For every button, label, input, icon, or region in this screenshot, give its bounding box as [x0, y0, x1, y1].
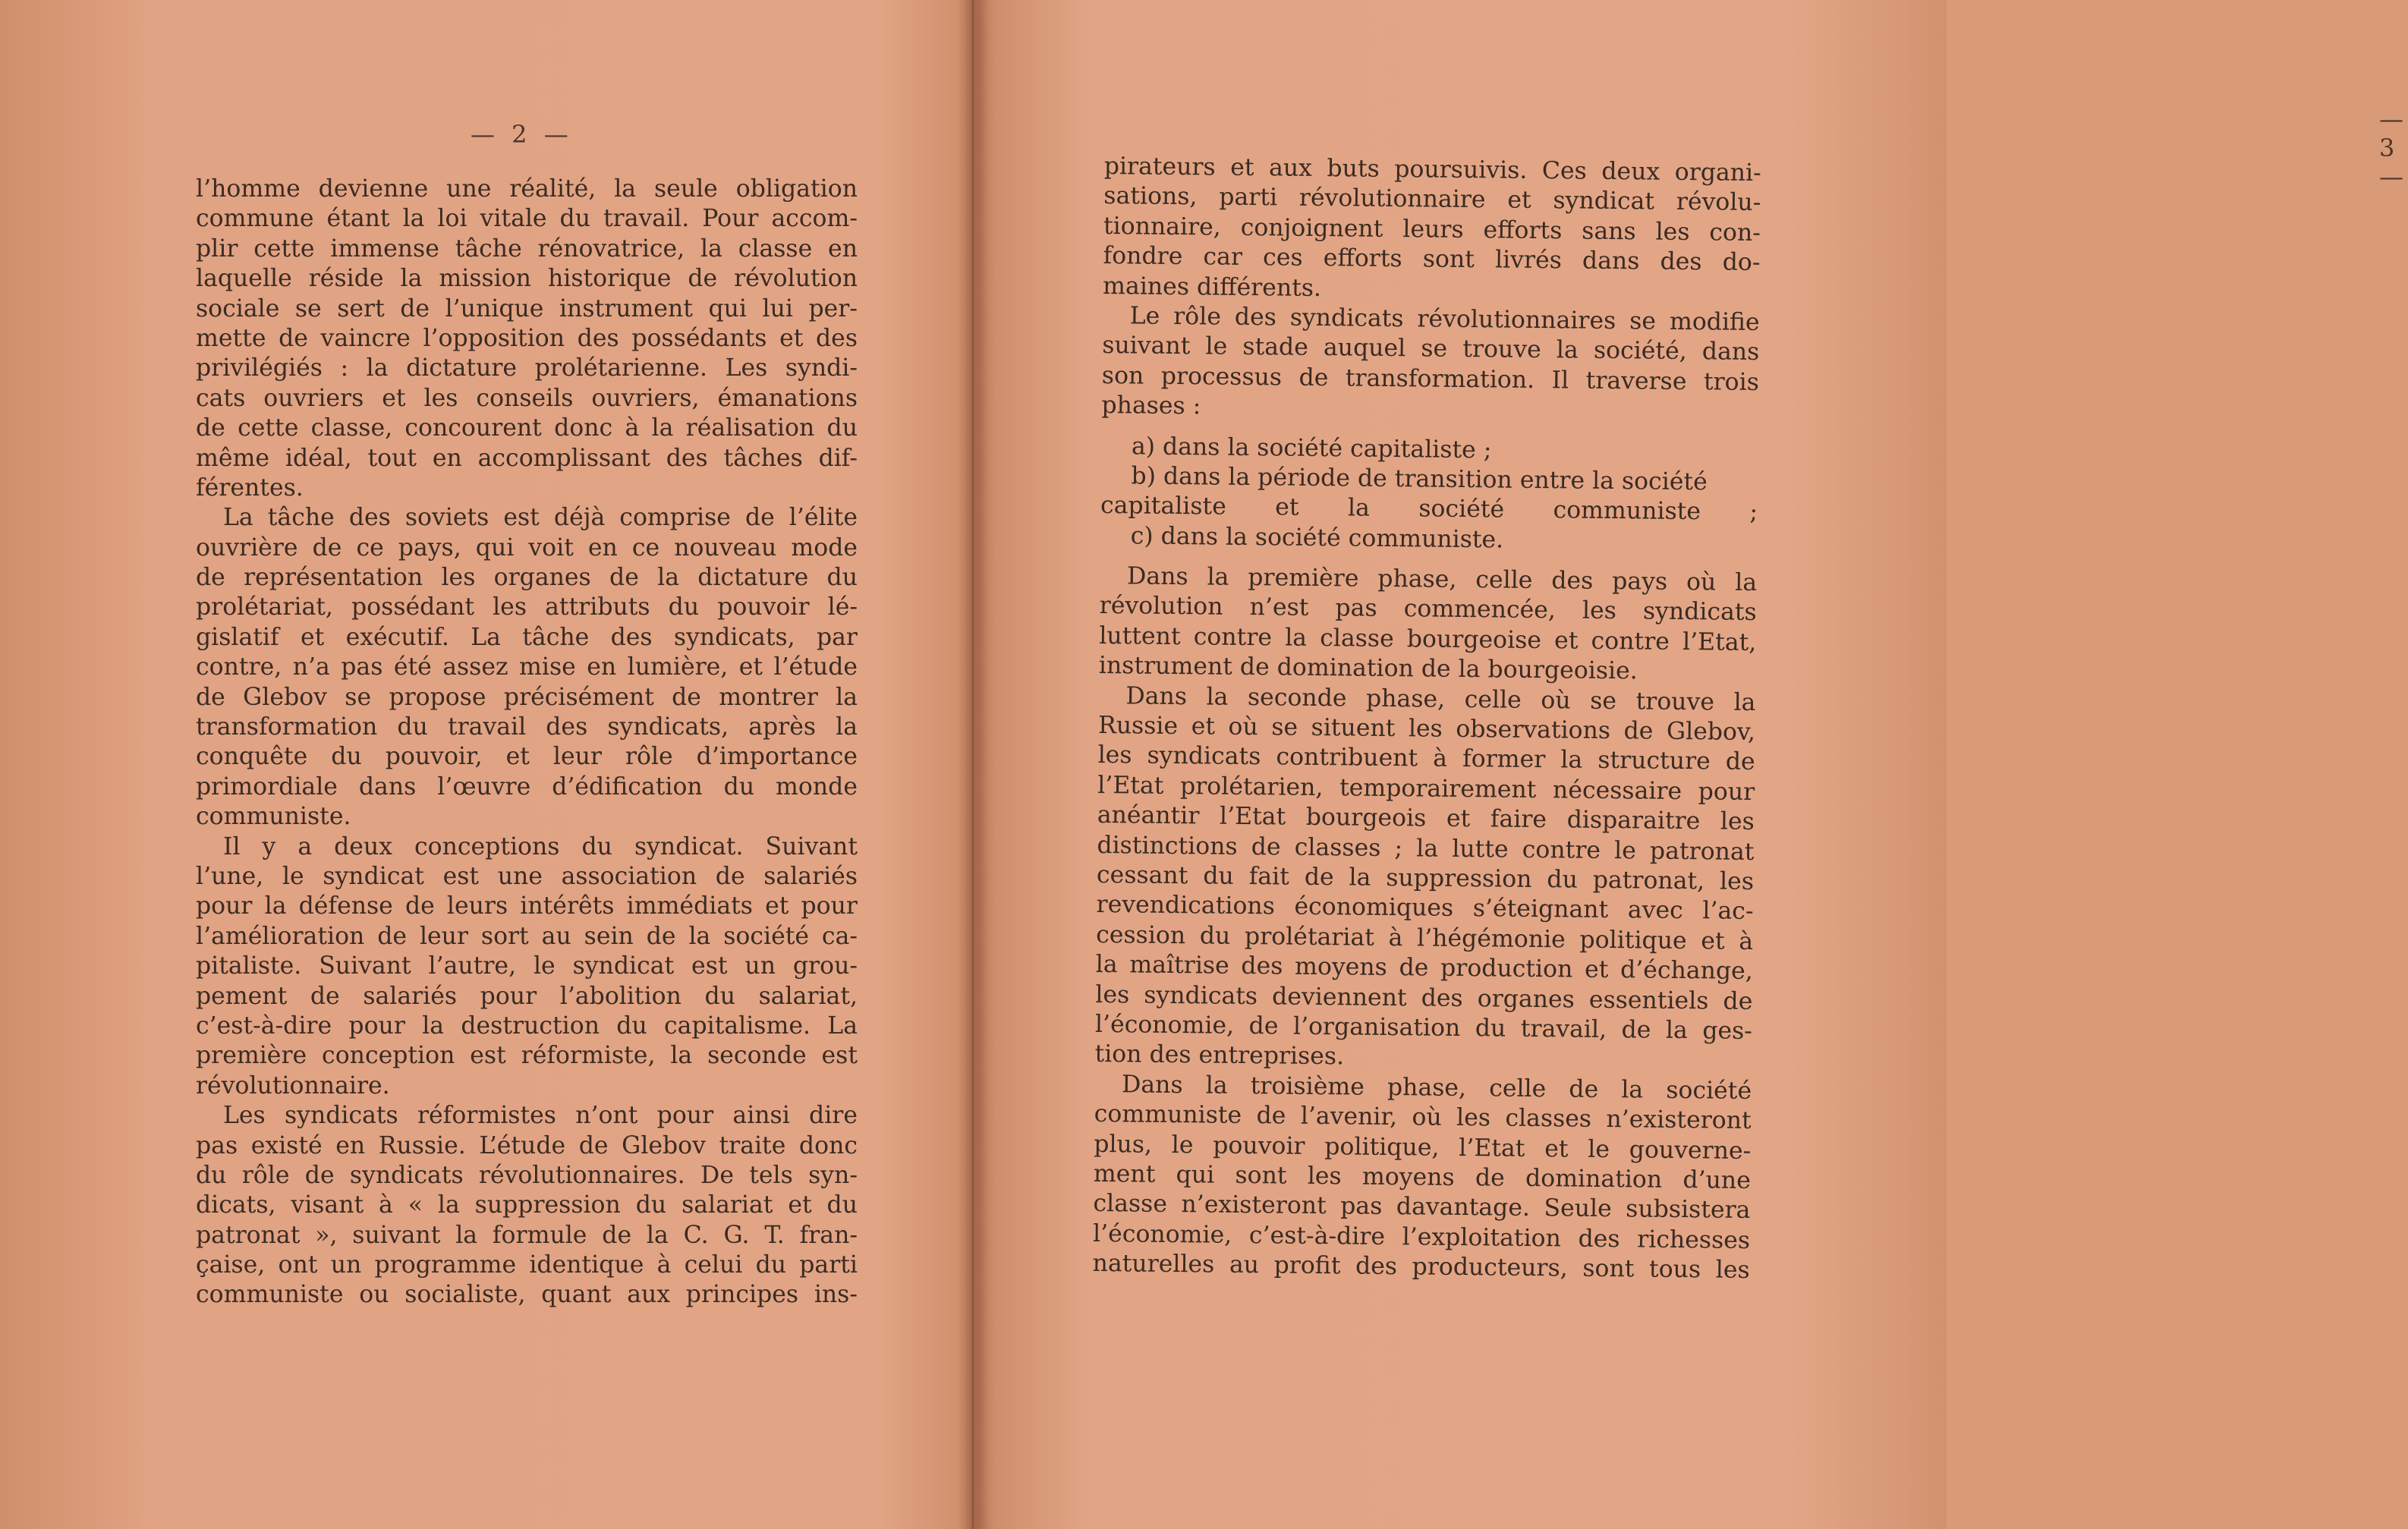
- text-line: même idéal, tout en accomplissant des tâches dif-: [196, 444, 858, 472]
- text-line: Le rôle des syndicats révolutionnaires se modifie: [1129, 302, 1760, 337]
- list-item: capitaliste et la société communiste ;: [1100, 492, 1758, 527]
- right-page-text: [1092, 152, 1761, 1285]
- text-line: prolétariat, possédant les attributs du pouvoir lé-: [196, 593, 858, 621]
- text-line: pitaliste. Suivant l’autre, le syndicat est un grou-: [196, 952, 858, 980]
- text-line: Dans la seconde phase, celle où se trouve la: [1125, 681, 1756, 716]
- text-line: communiste.: [196, 803, 351, 831]
- text-line: classe n’existeront pas davantage. Seule subsistera: [1093, 1190, 1751, 1225]
- text-line: l’économie, c’est-à-dire l’exploitation des richesses: [1092, 1219, 1751, 1254]
- text-line: primordiale dans l’œuvre d’édification du monde: [196, 772, 858, 801]
- text-line: communiste ou socialiste, quant aux principes ins-: [196, 1281, 858, 1309]
- text-line: les syndicats contribuent à former la structure de: [1097, 741, 1755, 776]
- text-line: l’Etat prolétarien, temporairement nécessaire pour: [1097, 771, 1755, 806]
- text-line: suivant le stade auquel se trouve la société, dans: [1102, 332, 1760, 367]
- text-line: cessant du fait de la suppression du patronat, les: [1096, 860, 1755, 895]
- text-line: son processus de transformation. Il traverse trois: [1101, 361, 1760, 396]
- left-page: [0, 0, 971, 1529]
- text-line: férentes.: [196, 473, 304, 502]
- text-line: patronat », suivant la formule de la C. G. T. fran-: [196, 1221, 858, 1249]
- list-item: b) dans la période de transition entre la société: [1131, 462, 1708, 496]
- text-line: laquelle réside la mission historique de révolution: [196, 265, 858, 293]
- text-line: sations, parti révolutionnaire et syndicat révolu-: [1103, 182, 1761, 217]
- text-line: de représentation les organes de la dictature du: [196, 564, 858, 592]
- text-line: révolutionnaire.: [196, 1071, 390, 1100]
- text-line: privilégiés : la dictature prolétarienne. Les syndi-: [196, 354, 858, 382]
- text-line: anéantir l’Etat bourgeois et faire disparaitre les: [1097, 801, 1755, 836]
- text-line: cession du prolétariat à l’hégémonie politique et à: [1096, 920, 1754, 955]
- text-line: tion des entreprises.: [1094, 1040, 1345, 1071]
- text-line: Dans la première phase, celle des pays où la: [1126, 562, 1758, 597]
- text-line: Il y a deux conceptions du syndicat. Suivant: [223, 832, 858, 860]
- text-line: naturelles au profit des producteurs, sont tous les: [1092, 1249, 1750, 1285]
- text-line: sociale se sert de l’unique instrument qui lui per-: [196, 294, 858, 322]
- text-line: instrument de domination de la bourgeoisie.: [1098, 652, 1638, 685]
- text-line: transformation du travail des syndicats, après la: [196, 713, 858, 741]
- text-line: distinctions de classes ; la lutte contre le patronat: [1097, 831, 1755, 866]
- text-line: pas existé en Russie. L’étude de Glebov traite donc: [196, 1131, 858, 1159]
- text-line: maines différents.: [1102, 272, 1322, 302]
- text-line: de cette classe, concourent donc à la réalisation du: [196, 414, 858, 442]
- text-line: conquête du pouvoir, et leur rôle d’importance: [196, 743, 858, 771]
- page-number-left: — 2 —: [471, 120, 573, 149]
- text-line: révolution n’est pas commencée, les syndicats: [1099, 592, 1757, 627]
- text-line: cats ouvriers et les conseils ouvriers, émanations: [196, 384, 858, 412]
- list-item: a) dans la société capitaliste ;: [1131, 432, 1492, 464]
- text-line: c’est-à-dire pour la destruction du capitalisme. La: [196, 1011, 858, 1040]
- text-line: La tâche des soviets est déjà comprise de l’élite: [223, 504, 858, 532]
- text-line: luttent contre la classe bourgeoise et contre l’Etat,: [1099, 621, 1757, 656]
- text-line: pour la défense de leurs intérêts immédiats et pour: [196, 892, 858, 920]
- text-line: première conception est réformiste, la seconde est: [196, 1042, 858, 1070]
- text-line: çaise, ont un programme identique à celui du parti: [196, 1251, 858, 1279]
- text-line: l’économie, de l’organisation du travail, de la ges-: [1094, 1010, 1753, 1045]
- text-line: Les syndicats réformistes n’ont pour ainsi dire: [223, 1102, 858, 1130]
- text-line: ment qui sont les moyens de domination d’une: [1093, 1159, 1752, 1194]
- page-number-right: — 3 —: [2379, 105, 2408, 191]
- text-line: Russie et où se situent les observations de Glebov,: [1097, 711, 1756, 747]
- text-line: pirateurs et aux buts poursuivis. Ces deux organi-: [1103, 152, 1761, 187]
- text-line: plus, le pouvoir politique, l’Etat et le gouverne-: [1094, 1130, 1752, 1165]
- text-line: l’homme devienne une réalité, la seule obligation: [196, 175, 858, 203]
- text-line: commune étant la loi vitale du travail. Pour accom-: [196, 205, 858, 233]
- left-page-text: [196, 175, 858, 1310]
- text-line: ouvrière de ce pays, qui voit en ce nouveau mode: [196, 533, 858, 562]
- text-line: plir cette immense tâche rénovatrice, la classe en: [196, 234, 858, 263]
- text-line: la maîtrise des moyens de production et d’échange,: [1095, 951, 1753, 986]
- text-line: l’une, le syndicat est une association de salariés: [196, 862, 858, 890]
- text-line: fondre car ces efforts sont livrés dans des do-: [1103, 242, 1761, 277]
- text-line: de Glebov se propose précisément de montrer la: [196, 683, 858, 711]
- text-line: l’amélioration de leur sort au sein de la société ca-: [196, 922, 858, 950]
- text-line: contre, n’a pas été assez mise en lumière, et l’étude: [196, 653, 858, 681]
- text-line: revendications économiques s’éteignant avec l’ac-: [1096, 891, 1754, 926]
- text-line: tionnaire, conjoignent leurs efforts sans les con-: [1103, 212, 1761, 247]
- text-line: dicats, visant à « la suppression du salariat et du: [196, 1191, 858, 1219]
- text-line: communiste de l’avenir, où les classes n’existeront: [1094, 1100, 1752, 1135]
- text-line: mette de vaincre l’opposition des possédants et des: [196, 324, 858, 352]
- text-line: du rôle de syndicats révolutionnaires. De tels syn-: [196, 1161, 858, 1189]
- list-item: c) dans la société communiste.: [1130, 522, 1504, 554]
- text-line: phases :: [1101, 392, 1201, 420]
- text-line: pement de salariés pour l’abolition du salariat,: [196, 982, 858, 1010]
- text-line: les syndicats deviennent des organes essentiels de: [1095, 980, 1753, 1015]
- text-line: gislatif et exécutif. La tâche des syndicats, par: [196, 623, 858, 651]
- text-line: Dans la troisième phase, celle de la société: [1121, 1071, 1752, 1105]
